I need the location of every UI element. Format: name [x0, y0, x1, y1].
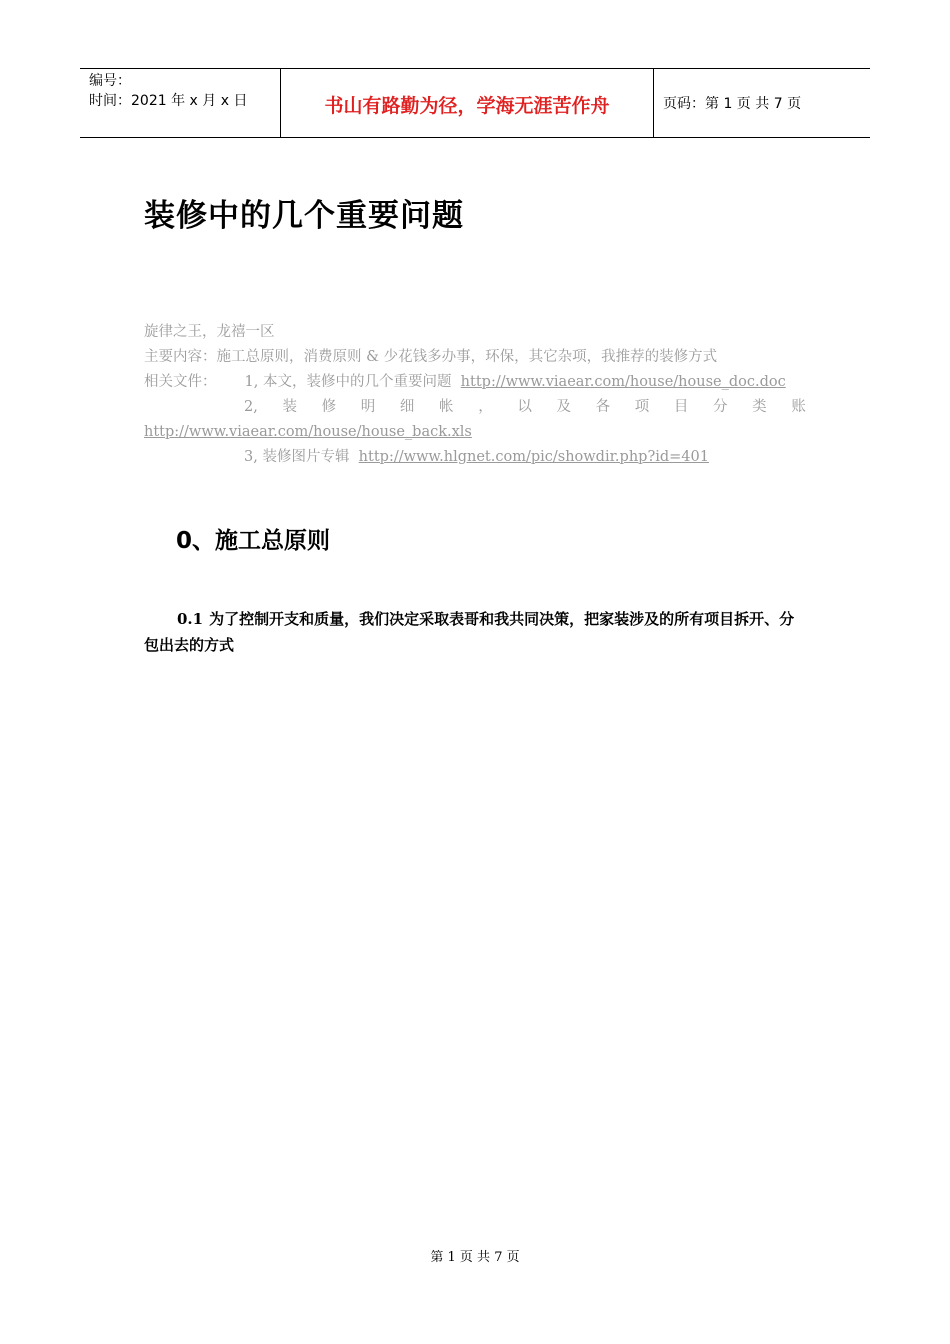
paragraph-text: 为了控制开支和质量，我们决定采取表哥和我共同决策，把家装涉及的所有项目拆开、分包出去的方式: [144, 610, 795, 654]
author-line: 旋律之王，龙禧一区: [144, 324, 275, 340]
page-header: [80, 68, 870, 138]
page-footer: 第 1 页 共 7 页: [430, 1250, 520, 1265]
paragraph-number: 0.1: [177, 610, 204, 628]
file1-link[interactable]: http://www.viaear.com/house/house_doc.doc: [460, 374, 786, 390]
section-heading: 0、施工总原则: [176, 528, 331, 554]
file2-char: 目: [673, 399, 689, 415]
file2-char: ，: [478, 399, 493, 415]
file2-char: 账: [791, 399, 806, 415]
file2-char: 以: [517, 399, 532, 415]
file3-link[interactable]: http://www.hlgnet.com/pic/showdir.php?id=401: [358, 449, 709, 465]
number-label: 编号：: [89, 73, 131, 89]
file2-char: 装: [282, 399, 297, 415]
header-motto-cell: [281, 69, 654, 137]
file2-char: 细: [399, 399, 415, 415]
file2-char: 修: [321, 399, 337, 415]
motto-text: 书山有路勤为径，学海无涯苦作舟: [324, 94, 610, 117]
header-page-cell: [654, 69, 870, 137]
page-info: 页码：第 1 页 共 7 页: [663, 96, 802, 112]
file2-char: 2,: [244, 399, 258, 415]
related-file-2-link-line: [144, 420, 806, 445]
paragraph-0-1: [144, 606, 806, 658]
document-meta: [144, 320, 806, 470]
file1-text: 1, 本文，装修中的几个重要问题: [244, 374, 452, 390]
file2-char: 项: [634, 399, 650, 415]
file2-char: 各: [595, 399, 611, 415]
header-left-cell: [80, 69, 281, 137]
file2-char: 分: [713, 399, 728, 415]
time-label: 时间：2021 年 x 月 x 日: [89, 93, 248, 109]
document-title: 装修中的几个重要问题: [144, 198, 464, 234]
file2-char: 及: [556, 399, 571, 415]
file2-char: 明: [360, 399, 376, 415]
file2-char: 类: [752, 399, 767, 415]
file2-link[interactable]: http://www.viaear.com/house/house_back.xls: [144, 424, 472, 440]
file3-text: 3, 装修图片专辑: [244, 449, 350, 465]
file2-char: 帐: [439, 399, 454, 415]
related-file-3: [144, 445, 806, 470]
related-label: 相关文件：: [144, 374, 217, 390]
contents-line: 主要内容：施工总原则，消费原则 & 少花钱多办事，环保，其它杂项，我推荐的装修方式: [144, 349, 718, 365]
related-file-2: [144, 395, 806, 420]
related-file-1: [144, 370, 806, 395]
